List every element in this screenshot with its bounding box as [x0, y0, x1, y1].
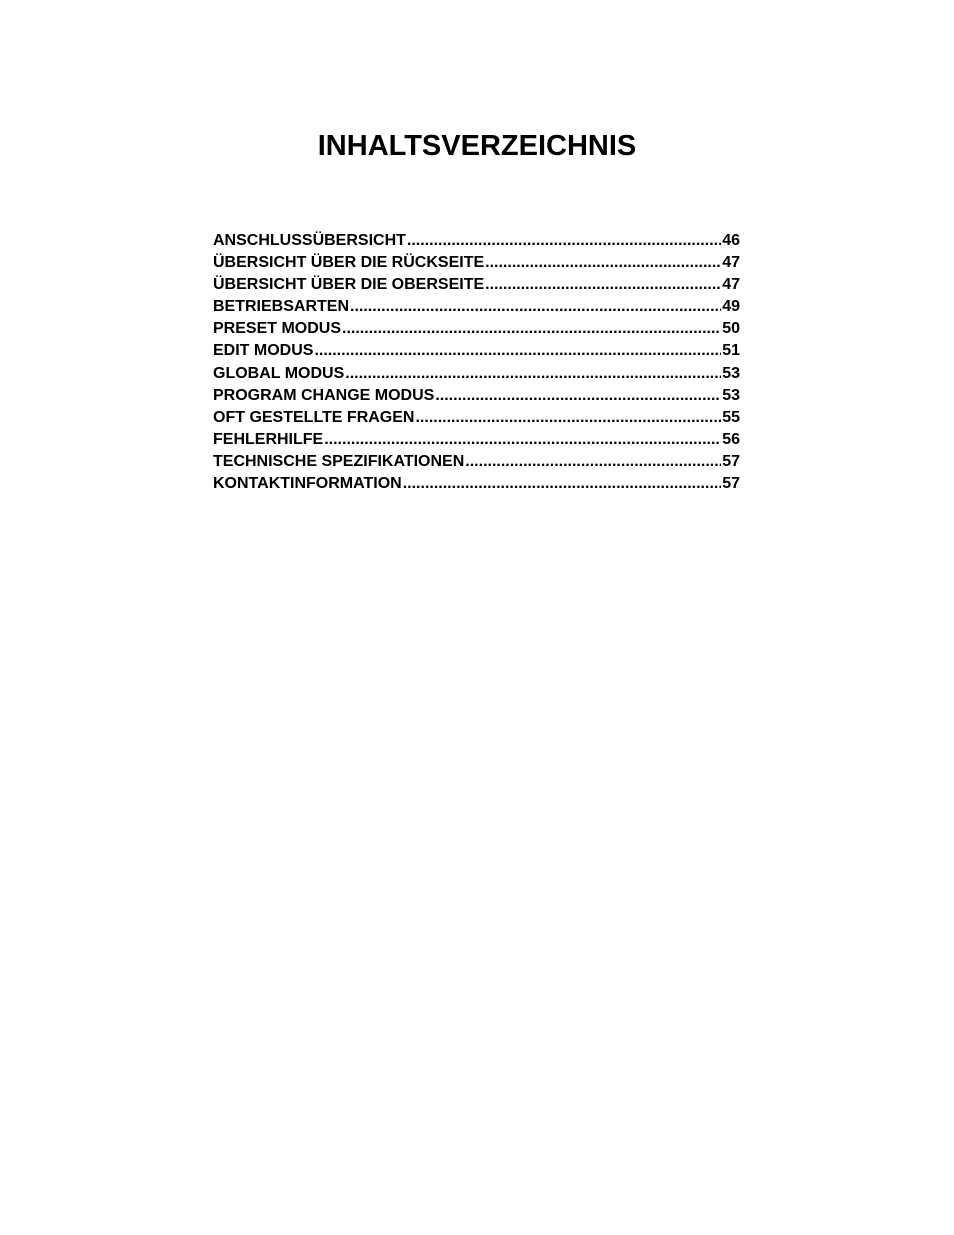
toc-dot-leader [465, 451, 721, 473]
toc-dot-leader [314, 340, 721, 362]
toc-dot-leader [485, 252, 721, 274]
table-of-contents [213, 230, 740, 495]
toc-entry-label: OFT GESTELLTE FRAGEN [213, 408, 415, 426]
toc-entry-label: KONTAKTINFORMATION [213, 475, 402, 493]
toc-entry-page: 53 [722, 364, 740, 382]
toc-dot-leader [324, 429, 721, 451]
toc-dot-leader [342, 318, 721, 340]
toc-entry-label: ÜBERSICHT ÜBER DIE OBERSEITE [213, 276, 485, 294]
toc-dot-leader [415, 407, 721, 429]
toc-entry-page: 53 [722, 386, 740, 404]
toc-entry [213, 407, 740, 429]
toc-dot-leader [485, 274, 721, 296]
toc-entry [213, 385, 740, 407]
toc-entry-label: FEHLERHILFE [213, 430, 324, 448]
toc-entry-page: 49 [722, 298, 740, 316]
toc-entry [213, 230, 740, 252]
toc-dot-leader [403, 473, 721, 495]
toc-entry-label: ANSCHLUSSÜBERSICHT [213, 232, 406, 249]
toc-entry [213, 274, 740, 296]
toc-dot-leader [435, 385, 721, 407]
page-title: INHALTSVERZEICHNIS [317, 130, 637, 162]
toc-entry [213, 252, 740, 274]
toc-entry-label: PROGRAM CHANGE MODUS [213, 386, 435, 404]
toc-entry [213, 318, 740, 340]
toc-entry-page: 47 [722, 276, 740, 294]
toc-entry-page: 57 [722, 475, 740, 493]
toc-entry-label: PRESET MODUS [213, 320, 342, 338]
toc-dot-leader [345, 363, 721, 385]
toc-entry [213, 296, 740, 318]
toc-entry [213, 473, 740, 495]
toc-entry-page: 50 [722, 320, 740, 338]
toc-entry-page: 51 [722, 342, 740, 360]
toc-entry-label: TECHNISCHE SPEZIFIKATIONEN [213, 452, 465, 470]
toc-entry-page: 57 [722, 452, 740, 470]
toc-entry-label: EDIT MODUS [213, 342, 314, 360]
toc-dot-leader [407, 230, 721, 252]
toc-entry-label: GLOBAL MODUS [213, 364, 345, 382]
toc-entry-page: 56 [722, 430, 740, 448]
toc-entry-label: ÜBERSICHT ÜBER DIE RÜCKSEITE [213, 254, 485, 272]
toc-dot-leader [350, 296, 721, 318]
toc-entry-page: 55 [722, 408, 740, 426]
toc-entry [213, 451, 740, 473]
toc-entry [213, 429, 740, 451]
toc-entry-page: 46 [722, 232, 740, 249]
toc-entry [213, 363, 740, 385]
toc-entry [213, 340, 740, 362]
toc-entry-label: BETRIEBSARTEN [213, 298, 350, 316]
toc-entry-page: 47 [722, 254, 740, 272]
